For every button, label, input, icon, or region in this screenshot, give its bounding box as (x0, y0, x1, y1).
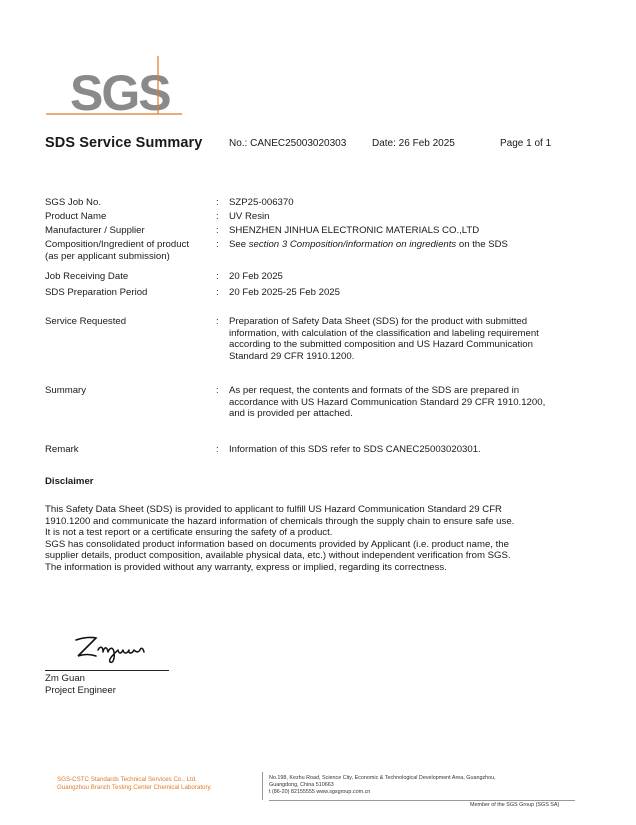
info-value: See section 3 Composition/information on ingredients on the SDS (229, 239, 508, 250)
footer-rule (269, 800, 575, 801)
info-value: UV Resin (229, 211, 270, 222)
info-label: Job Receiving Date (45, 271, 129, 282)
info-value: Preparation of Safety Data Sheet (SDS) for the product with submitted information, with calculation of the classification and labeling requirement according to the submitted composition and US Hazard Communication Standard 29 CFR 1910.1200. (229, 316, 539, 362)
page-title: SDS Service Summary (45, 135, 203, 151)
info-value: Information of this SDS refer to SDS CANEC25003020301. (229, 444, 481, 455)
info-value: 20 Feb 2025-25 Feb 2025 (229, 287, 340, 298)
document-header (45, 135, 605, 155)
info-label: Service Requested (45, 316, 127, 327)
info-label: SGS Job No. (45, 197, 101, 208)
logo-text: SGS (70, 65, 170, 121)
signature-line (45, 670, 169, 671)
signer-name: Zm Guan (45, 673, 85, 684)
document-page: SGS SDS Service Summary No.: CANEC25003020303 Date: 26 Feb 2025 Page 1 of 1 SGS Job No. : SZP25-006370 Product Name : UV Resin Manufacturer / Supplier : SHENZHEN JINHUA ELECTRONIC MATERIALS CO.,LTD Composition/Ingredient of product (as per applicant submission) : See section 3 Composition/information on ingredients on the SDS Job Receiving Date : 20 Feb 2025 SDS Preparation Period : 20 Feb 2025-25 Feb 2025 Service Requested : Preparation of Safety Data Sheet (SDS) for the product with submitted information, with calculation of the classification and labeling requirement according to the submitted composition and US Hazard Communication Standard 29 CFR 1910.1200. Summary : As per request, the contents and formats of the SDS are prepared in accordance with US Hazard Communication Standard 29 CFR 1910.1200, and is provided per attached. Remark : Information of this SDS refer to SDS CANEC25003020301. Disclaimer This Safety Data Sheet (SDS) is provided to applicant to fulfill US Hazard Communication Standard 29 CFR 1910.1200 and communicate the hazard information of chemicals through the supply chain to ensure safe use. It is not a test report or a certificate ensuring the safety of a product. SGS has consolidated product information based on documents provided by Applicant (i.e. product name, the supplier details, product composition, available physical data, etc.) without independent verification from SGS. The information is provided without any warranty, express or implied, regarding its correctness. Zm Guan Project Engineer SGS-CSTC Standards Technical Services Co., Ltd. Guangzhou Branch Testing Center Chemical Laboratory. No.198, Kezhu Road, Science City, Economic & Technological Development Area, Guangzhou, Guangdong, China 510663 t (86-20) 82155555 www.sgsgroup.com.cn Member of the SGS Group (SGS SA) (0, 0, 636, 825)
signer-block (45, 673, 116, 696)
signer-role: Project Engineer (45, 684, 116, 696)
info-label: Remark (45, 444, 79, 455)
document-date: Date: 26 Feb 2025 (372, 138, 455, 149)
footer-member: Member of the SGS Group (SGS SA) (470, 802, 560, 808)
disclaimer-text: This Safety Data Sheet (SDS) is provided to applicant to fulfill US Hazard Communication Standard 29 CFR 1910.1200 and communicate the hazard information of chemicals through the supply chain to ensure safe use. It is not a test report or a certificate ensuring the safety of a product. SGS has consolidated product information based on documents provided by Applicant (i.e. product name, the supplier details, product composition, available physical data, etc.) without independent verification from SGS. The information is provided without any warranty, express or implied, regarding its correctness. (45, 504, 515, 573)
footer-divider (262, 772, 263, 800)
info-value: 20 Feb 2025 (229, 271, 283, 282)
info-label: Composition/Ingredient of product (as per applicant submission) (45, 239, 189, 262)
footer-address: No.198, Kezhu Road, Science City, Economic & Technological Development Area, Guangzhou, Guangdong, China 510663 t (86-20) 82155555 www.sgsgroup.com.cn (269, 775, 496, 795)
info-label: Product Name (45, 211, 107, 222)
info-value: SZP25-006370 (229, 197, 294, 208)
page-number: Page 1 of 1 (500, 138, 552, 149)
document-number: No.: CANEC25003020303 (229, 138, 347, 149)
info-value: As per request, the contents and formats of the SDS are prepared in accordance with US Hazard Communication Standard 29 CFR 1910.1200, and is provided per attached. (229, 385, 546, 419)
info-label: Summary (45, 385, 87, 396)
info-label: SDS Preparation Period (45, 287, 148, 298)
info-value: SHENZHEN JINHUA ELECTRONIC MATERIALS CO.,LTD (229, 225, 480, 236)
info-label: Manufacturer / Supplier (45, 225, 145, 236)
handwritten-signature (70, 632, 160, 666)
sgs-logo (46, 56, 182, 122)
footer-company: SGS-CSTC Standards Technical Services Co., Ltd. Guangzhou Branch Testing Center Chemical Laboratory. (57, 776, 212, 791)
disclaimer-heading: Disclaimer (45, 476, 94, 487)
